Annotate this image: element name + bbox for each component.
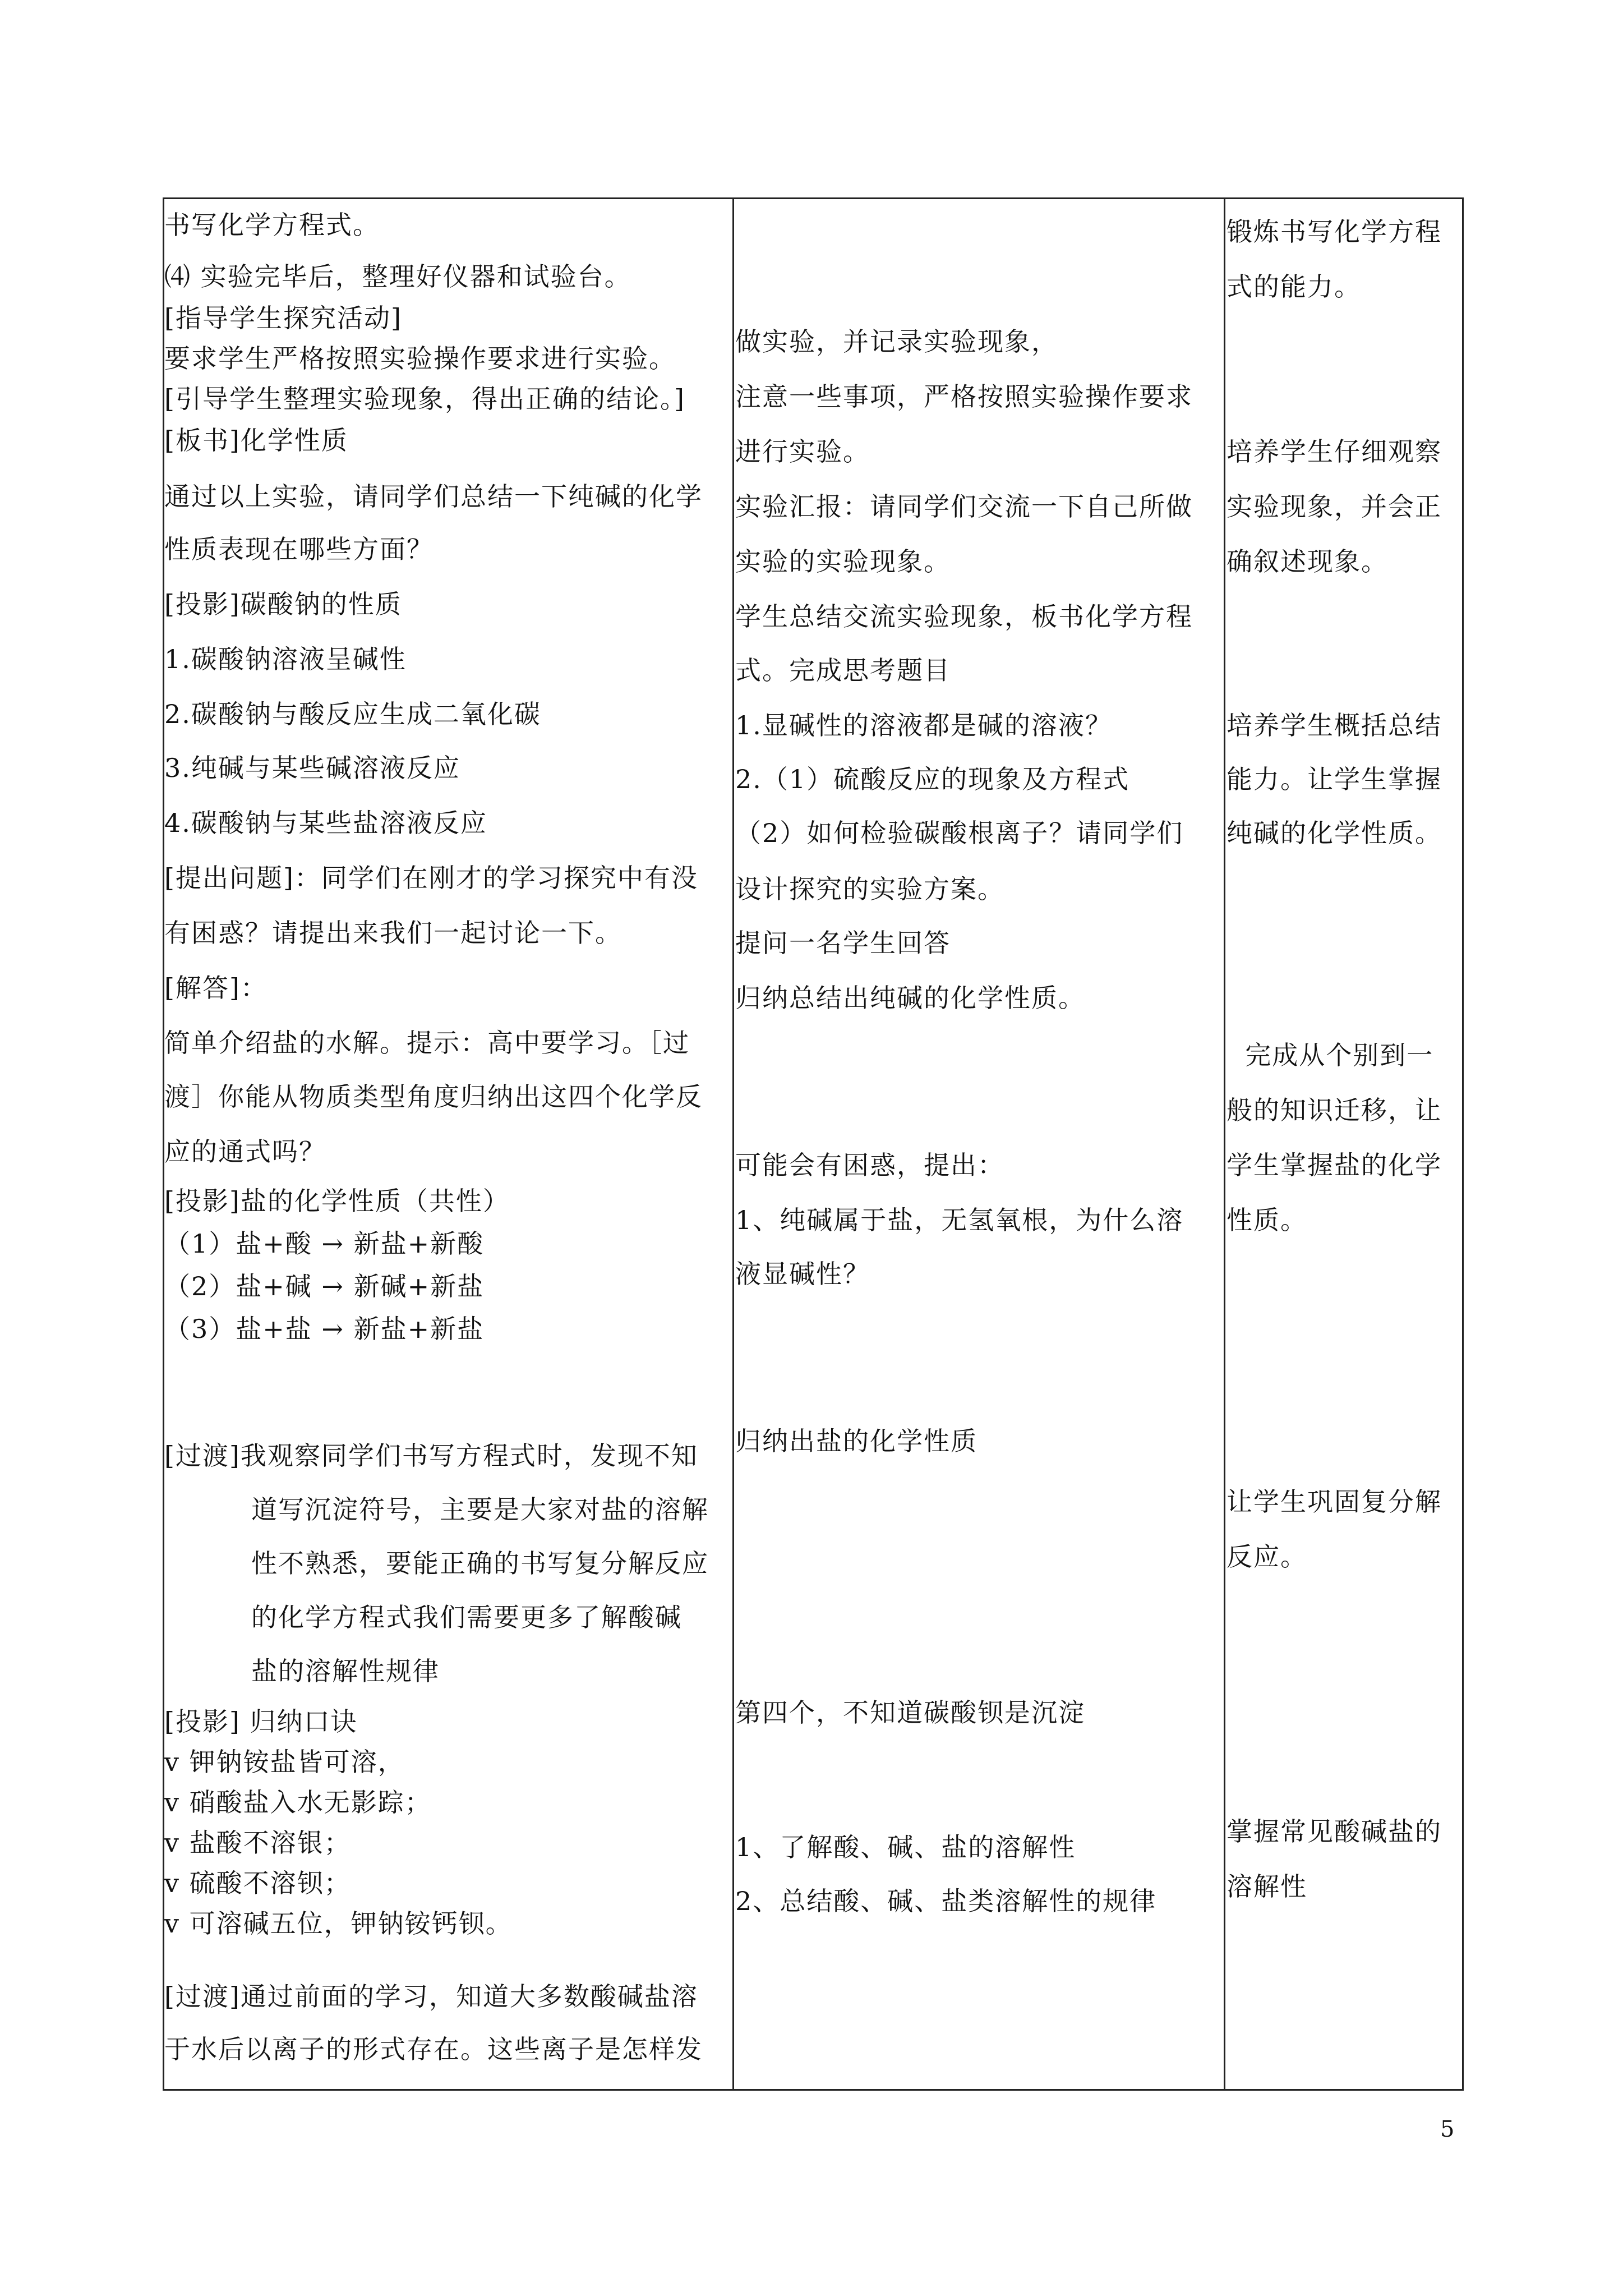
- col1-line: 应的通式吗？: [164, 1137, 326, 1167]
- col3-line: 能力。让学生掌握: [1227, 764, 1442, 794]
- col3-line: 锻炼书写化学方程: [1227, 217, 1442, 247]
- col3-line: 纯碱的化学性质。: [1227, 818, 1442, 848]
- col1-line: v 盐酸不溶银；: [164, 1828, 351, 1858]
- col2-line: 1.显碱性的溶液都是碱的溶液？: [735, 710, 1112, 740]
- col1-line: 4.碳酸钠与某些盐溶液反应: [164, 808, 487, 838]
- col1-line: [板书]化学性质: [164, 425, 348, 455]
- col2-line: 第四个，不知道碳酸钡是沉淀: [735, 1697, 1085, 1728]
- col1-line: 书写化学方程式。: [164, 210, 380, 240]
- column-divider-2: [1224, 197, 1225, 2091]
- col3-line: 溶解性: [1227, 1871, 1307, 1902]
- col2-line: 实验的实验现象。: [735, 546, 951, 577]
- col1-line: v 钾钠铵盐皆可溶，: [164, 1747, 405, 1777]
- col1-line: 简单介绍盐的水解。提示：高中要学习。［过: [164, 1028, 690, 1058]
- col3-line: 完成从个别到一: [1227, 1040, 1434, 1070]
- col1-line: [解答]：: [164, 973, 268, 1003]
- col2-line: 做实验，并记录实验现象，: [735, 326, 1058, 357]
- col2-line: 1、了解酸、碱、盐的溶解性: [735, 1832, 1076, 1862]
- col1-line: [引导学生整理实验现象，得出正确的结论。]: [164, 384, 685, 414]
- col1-line: v 可溶碱五位，钾钠铵钙钡。: [164, 1908, 513, 1939]
- col3-line: 实验现象，并会正: [1227, 491, 1442, 522]
- col1-line: [过渡]通过前面的学习，知道大多数酸碱盐溶: [164, 1981, 698, 2012]
- col3-line: 培养学生概括总结: [1227, 710, 1442, 740]
- col2-line: 归纳出盐的化学性质: [735, 1426, 978, 1456]
- col2-line: 液显碱性？: [735, 1259, 870, 1289]
- col2-line: 2、总结酸、碱、盐类溶解性的规律: [735, 1886, 1157, 1916]
- col1-line: 的化学方程式我们需要更多了解酸碱: [251, 1602, 682, 1632]
- col1-line: 要求学生严格按照实验操作要求进行实验。: [164, 343, 676, 374]
- page-number: 5: [1440, 2116, 1455, 2142]
- col1-line: 2.碳酸钠与酸反应生成二氧化碳: [164, 699, 541, 729]
- col2-line: 可能会有困惑，提出：: [735, 1150, 1004, 1180]
- col1-line: 性质表现在哪些方面？: [164, 534, 434, 564]
- col1-line: [投影] 归纳口诀: [164, 1706, 358, 1737]
- col1-line: 性不熟悉，要能正确的书写复分解反应: [251, 1548, 709, 1579]
- col2-line: 提问一名学生回答: [735, 928, 951, 958]
- col1-line: v 硫酸不溶钡；: [164, 1868, 351, 1898]
- col3-line: 掌握常见酸碱盐的: [1227, 1816, 1442, 1847]
- col2-line: （2）如何检验碳酸根离子？请同学们: [735, 818, 1184, 848]
- col3-line: 性质。: [1227, 1205, 1307, 1235]
- col3-line: 般的知识迁移，让: [1227, 1095, 1442, 1125]
- col1-line: （1）盐+酸 → 新盐+新酸: [164, 1228, 485, 1259]
- col2-line: 学生总结交流实验现象，板书化学方程: [735, 601, 1193, 632]
- col3-line: 培养学生仔细观察: [1227, 436, 1442, 467]
- col2-line: 进行实验。: [735, 436, 870, 467]
- col2-line: 设计探究的实验方案。: [735, 874, 1004, 904]
- col1-line: 3.纯碱与某些碱溶液反应: [164, 753, 460, 783]
- col2-line: 注意一些事项，严格按照实验操作要求: [735, 381, 1193, 412]
- col1-line: [投影]碳酸钠的性质: [164, 589, 402, 619]
- col1-line: 盐的溶解性规律: [251, 1656, 440, 1686]
- col1-line: 1.碳酸钠溶液呈碱性: [164, 644, 407, 674]
- column-divider-1: [732, 197, 734, 2091]
- col2-line: 式。完成思考题目: [735, 655, 951, 685]
- col1-line: v 硝酸盐入水无影踪；: [164, 1787, 432, 1818]
- col1-line: [过渡]我观察同学们书写方程式时，发现不知: [164, 1441, 698, 1471]
- col1-line: [指导学生探究活动]: [164, 303, 402, 333]
- col1-line: （2）盐+碱 → 新碱+新盐: [164, 1271, 485, 1301]
- col1-line: （3）盐+盐 → 新盐+新盐: [164, 1314, 485, 1344]
- col3-line: 式的能力。: [1227, 272, 1361, 302]
- col1-line: 有困惑？请提出来我们一起讨论一下。: [164, 918, 622, 948]
- col3-line: 反应。: [1227, 1542, 1307, 1572]
- col1-line: 道写沉淀符号，主要是大家对盐的溶解: [251, 1494, 709, 1525]
- col1-line: 通过以上实验，请同学们总结一下纯碱的化学: [164, 481, 703, 512]
- col2-line: 实验汇报：请同学们交流一下自己所做: [735, 491, 1193, 522]
- col3-line: 让学生巩固复分解: [1227, 1487, 1442, 1517]
- col2-line: 归纳总结出纯碱的化学性质。: [735, 983, 1085, 1013]
- col3-line: 确叙述现象。: [1227, 546, 1388, 577]
- col1-line: [投影]盐的化学性质（共性）: [164, 1186, 510, 1216]
- col1-line: [提出问题]：同学们在刚才的学习探究中有没: [164, 863, 698, 893]
- col2-line: 1、纯碱属于盐，无氢氧根，为什么溶: [735, 1205, 1184, 1235]
- col3-line: 学生掌握盐的化学: [1227, 1150, 1442, 1180]
- col1-line: 渡］你能从物质类型角度归纳出这四个化学反: [164, 1082, 703, 1112]
- col1-line: 于水后以离子的形式存在。这些离子是怎样发: [164, 2034, 703, 2064]
- col1-line: ⑷ 实验完毕后，整理好仪器和试验台。: [164, 261, 631, 292]
- col2-line: 2.（1）硫酸反应的现象及方程式: [735, 764, 1130, 794]
